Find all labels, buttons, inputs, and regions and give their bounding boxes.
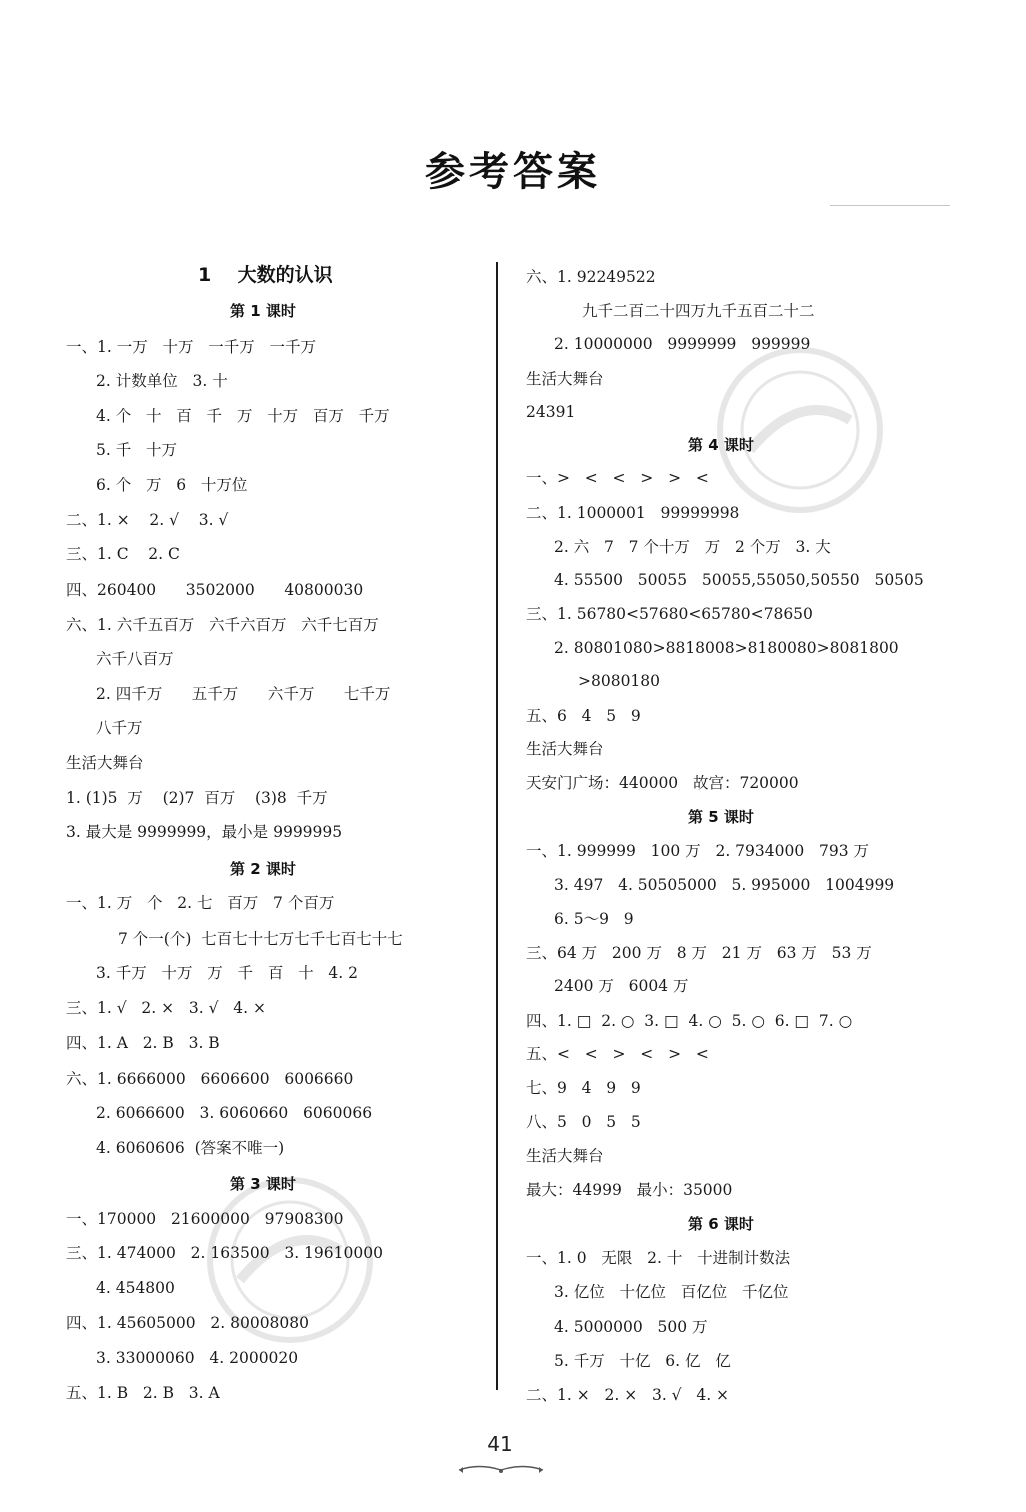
answer-line: 1. (1)5 万 (2)7 百万 (3)8 千万	[66, 789, 328, 807]
answer-line: 4. 个 十 百 千 万 十万 百万 千万	[96, 407, 390, 425]
answer-line: 4. 55500 50055 50055,55050,50550 50505	[554, 571, 924, 589]
answer-line: 一、> < < > > <	[526, 469, 709, 487]
answer-line: 2. 六 7 7 个十万 万 2 个万 3. 大	[554, 538, 831, 556]
answer-line: 24391	[526, 403, 576, 421]
answer-line: 一、1. 999999 100 万 2. 7934000 793 万	[526, 842, 869, 860]
answer-line: 五、< < > < > <	[526, 1045, 709, 1063]
page-ornament-icon	[455, 1461, 547, 1477]
answer-line: 2. 四千万 五千万 六千万 七千万	[96, 685, 391, 703]
column-divider	[496, 262, 498, 1390]
answer-line: 九千二百二十四万九千五百二十二	[582, 302, 815, 320]
answer-line: 3. 亿位 十亿位 百亿位 千亿位	[554, 1283, 789, 1301]
answer-line: 2. 10000000 9999999 999999	[554, 335, 811, 353]
answer-line: 二、1. × 2. × 3. √ 4. ×	[526, 1386, 730, 1404]
answer-line: 一、1. 一万 十万 一千万 一千万	[66, 338, 317, 356]
subsection-label: 生活大舞台	[526, 1147, 604, 1165]
section-heading-lesson-5: 第 5 课时	[688, 808, 754, 826]
answer-line: 3. 最大是 9999999，最小是 9999995	[66, 823, 343, 841]
answer-line: 三、1. C 2. C	[66, 545, 180, 563]
answer-line: 四、1. □ 2. ○ 3. □ 4. ○ 5. ○ 6. □ 7. ○	[526, 1012, 853, 1030]
subsection-label: 生活大舞台	[526, 370, 604, 388]
answer-line: 3. 33000060 4. 2000020	[96, 1349, 299, 1367]
answer-line: 7 个一(个) 七百七十七万七千七百七十七	[118, 930, 403, 948]
answer-line: 一、1. 0 无限 2. 十 十进制计数法	[526, 1249, 791, 1267]
section-heading-lesson-1: 第 1 课时	[230, 302, 296, 320]
answer-line: 6. 个 万 6 十万位	[96, 476, 248, 494]
answer-line: 天安门广场：440000 故宫：720000	[526, 774, 799, 792]
answer-line: 五、1. B 2. B 3. A	[66, 1384, 220, 1402]
subsection-label: 生活大舞台	[526, 740, 604, 758]
answer-line: 一、1. 万 个 2. 七 百万 7 个百万	[66, 894, 335, 912]
answer-line: 三、1. 56780<57680<65780<78650	[526, 605, 813, 623]
answer-line: 六千八百万	[96, 650, 174, 668]
answer-line: 4. 5000000 500 万	[554, 1318, 708, 1336]
answer-line: 2400 万 6004 万	[554, 977, 689, 995]
answer-line: 四、1. A 2. B 3. B	[66, 1034, 220, 1052]
chapter-heading: 1 大数的认识	[198, 264, 333, 286]
answer-line: 五、6 4 5 9	[526, 707, 641, 725]
answer-line: 八、5 0 5 5	[526, 1113, 641, 1131]
section-heading-lesson-6: 第 6 课时	[688, 1215, 754, 1233]
answer-line: 七、9 4 9 9	[526, 1079, 641, 1097]
answer-line: 一、170000 21600000 97908300	[66, 1210, 344, 1228]
answer-line: 5. 千 十万	[96, 441, 177, 459]
title-underline-mark	[830, 205, 950, 206]
answer-line: 2. 计数单位 3. 十	[96, 372, 228, 390]
answer-line: 3. 497 4. 50505000 5. 995000 1004999	[554, 876, 895, 894]
answer-line: 六、1. 6666000 6606600 6006660	[66, 1070, 354, 1088]
answer-line: 六、1. 六千五百万 六千六百万 六千七百万	[66, 616, 379, 634]
answer-line: >8080180	[578, 672, 661, 690]
answer-line: 2. 6066600 3. 6060660 6060066	[96, 1104, 373, 1122]
answer-line: 三、64 万 200 万 8 万 21 万 63 万 53 万	[526, 944, 872, 962]
section-heading-lesson-2: 第 2 课时	[230, 860, 296, 878]
page-number: 41	[487, 1432, 513, 1456]
answer-line: 最大：44999 最小：35000	[526, 1181, 733, 1199]
answer-line: 5. 千万 十亿 6. 亿 亿	[554, 1352, 731, 1370]
answer-line: 四、260400 3502000 40800030	[66, 581, 364, 599]
answer-line: 八千万	[96, 719, 143, 737]
answer-line: 2. 80801080>8818008>8180080>8081800	[554, 639, 899, 657]
answer-line: 3. 千万 十万 万 千 百 十 4. 2	[96, 964, 358, 982]
answer-line: 三、1. 474000 2. 163500 3. 19610000	[66, 1244, 383, 1262]
answer-line: 4. 454800	[96, 1279, 175, 1297]
answer-line: 二、1. 1000001 99999998	[526, 504, 740, 522]
answer-line: 四、1. 45605000 2. 80008080	[66, 1314, 309, 1332]
answer-line: 二、1. × 2. √ 3. √	[66, 511, 229, 529]
answer-line: 六、1. 92249522	[526, 268, 656, 286]
page-title: 参考答案	[425, 149, 601, 195]
section-heading-lesson-4: 第 4 课时	[688, 436, 754, 454]
answer-line: 4. 6060606 (答案不唯一)	[96, 1139, 285, 1157]
answer-line: 三、1. √ 2. × 3. √ 4. ×	[66, 999, 266, 1017]
section-heading-lesson-3: 第 3 课时	[230, 1175, 296, 1193]
subsection-label: 生活大舞台	[66, 754, 144, 772]
stamp-watermark-icon	[700, 330, 900, 530]
answer-line: 6. 5～9 9	[554, 910, 634, 928]
